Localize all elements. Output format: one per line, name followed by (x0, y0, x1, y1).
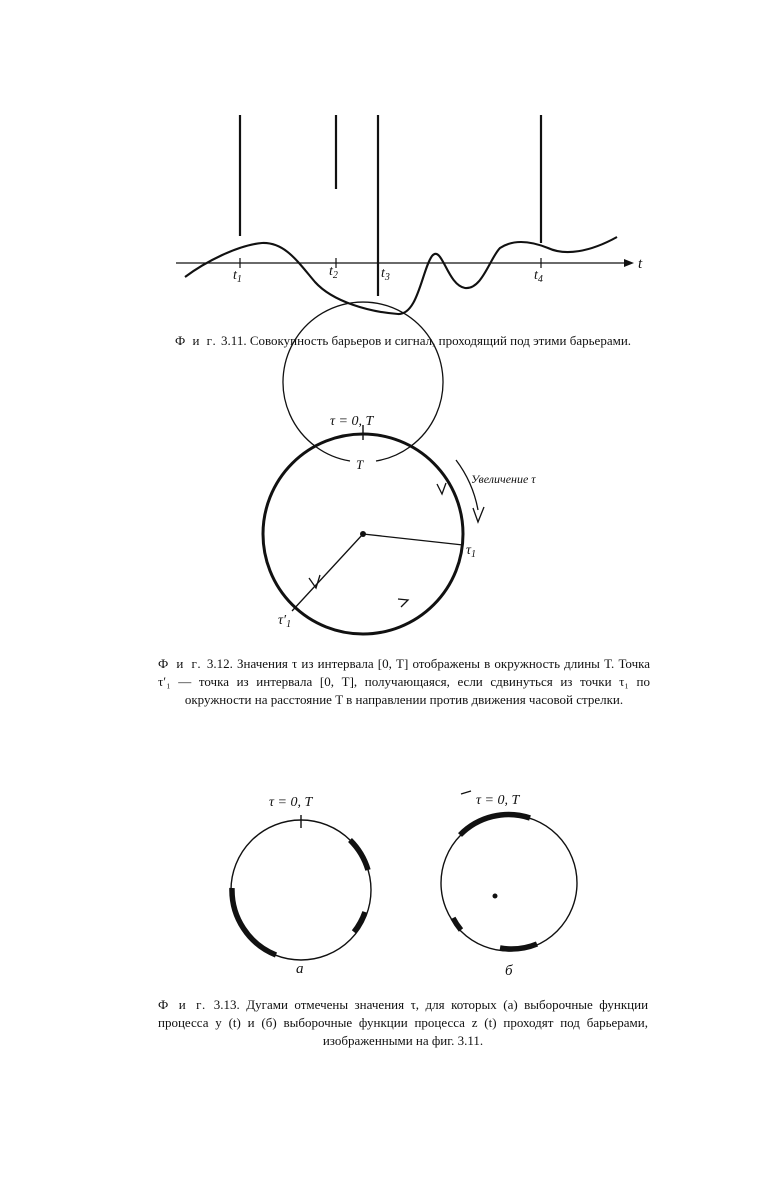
figure-3-13b (441, 791, 577, 951)
tick-label-t3: $t_3$ (381, 266, 390, 283)
caption-label: Ф и г. (158, 997, 208, 1012)
caption-text: Совокупность барьеров и сигнал, проходящий под этими барьерами. (249, 333, 632, 348)
fig312-top-label: τ = 0, T (330, 414, 374, 429)
caption-number: 3.13. (213, 997, 240, 1012)
caption-fig-3-12 (158, 655, 650, 709)
caption-fig-3-13 (158, 996, 648, 1050)
tick-labels (233, 264, 543, 285)
caption-number: 3.11. (221, 333, 247, 348)
tau1-label: $\tau_1$ (466, 543, 477, 560)
arc-b-2 (500, 944, 537, 949)
fig313b-top-label: τ = 0, T (476, 793, 520, 808)
caption-text: Дугами отмечены значения τ, для которых (а) выборочные функции процесса y (t) и (б) выборочные функции процесса z (t) проходят под барьерами, изображенными на фиг. 3.11. (158, 997, 649, 1048)
tau1-prime-label: $\tau'_1$ (278, 613, 292, 630)
stray-mark (461, 791, 471, 794)
caption-label: Ф и г. (174, 333, 218, 348)
fig313a-top-label: τ = 0, T (269, 795, 313, 810)
tick-label-t2: $t_2$ (329, 264, 338, 281)
radius-tau1 (363, 534, 463, 545)
inner-arrowhead-bottom (398, 599, 408, 607)
axis-arrow (624, 259, 634, 267)
arc-a-2 (354, 912, 365, 932)
caption-fig-3-11 (158, 332, 648, 350)
caption-label: Ф и г. (158, 656, 203, 671)
figure-3-13a (231, 815, 371, 960)
axis-label-t: t (638, 256, 643, 272)
tick-label-t4: $t_4$ (534, 268, 543, 285)
caption-text: Значения τ из интервала [0, T] отображены в окружность длины T. Точка τ′₁ — точка из интервала [0, T], получающаяся, если сдвинуться из точки τ₁ по окружности на расстояние T в направлении против движения часовой стрелки. (158, 656, 651, 707)
direction-label: Увеличение τ (471, 472, 536, 486)
signal-curve (185, 237, 617, 314)
figure-3-11 (176, 115, 634, 314)
arc-a-1 (350, 840, 368, 870)
arc-b-1 (460, 815, 530, 835)
arc-b-3 (453, 918, 461, 930)
figure-3-12 (263, 302, 484, 634)
fig313b-sub-label: б (505, 963, 513, 979)
fig313a-sub-label: а (296, 961, 304, 977)
tick-label-t1: $t_1$ (233, 268, 242, 285)
center-dot-b (493, 894, 498, 899)
arc-a-3 (232, 888, 276, 955)
inner-arrowhead-right (437, 483, 446, 494)
fig312-inner-label: T (356, 457, 364, 472)
caption-number: 3.12. (206, 656, 233, 671)
radius-tau1-prime (292, 534, 363, 611)
